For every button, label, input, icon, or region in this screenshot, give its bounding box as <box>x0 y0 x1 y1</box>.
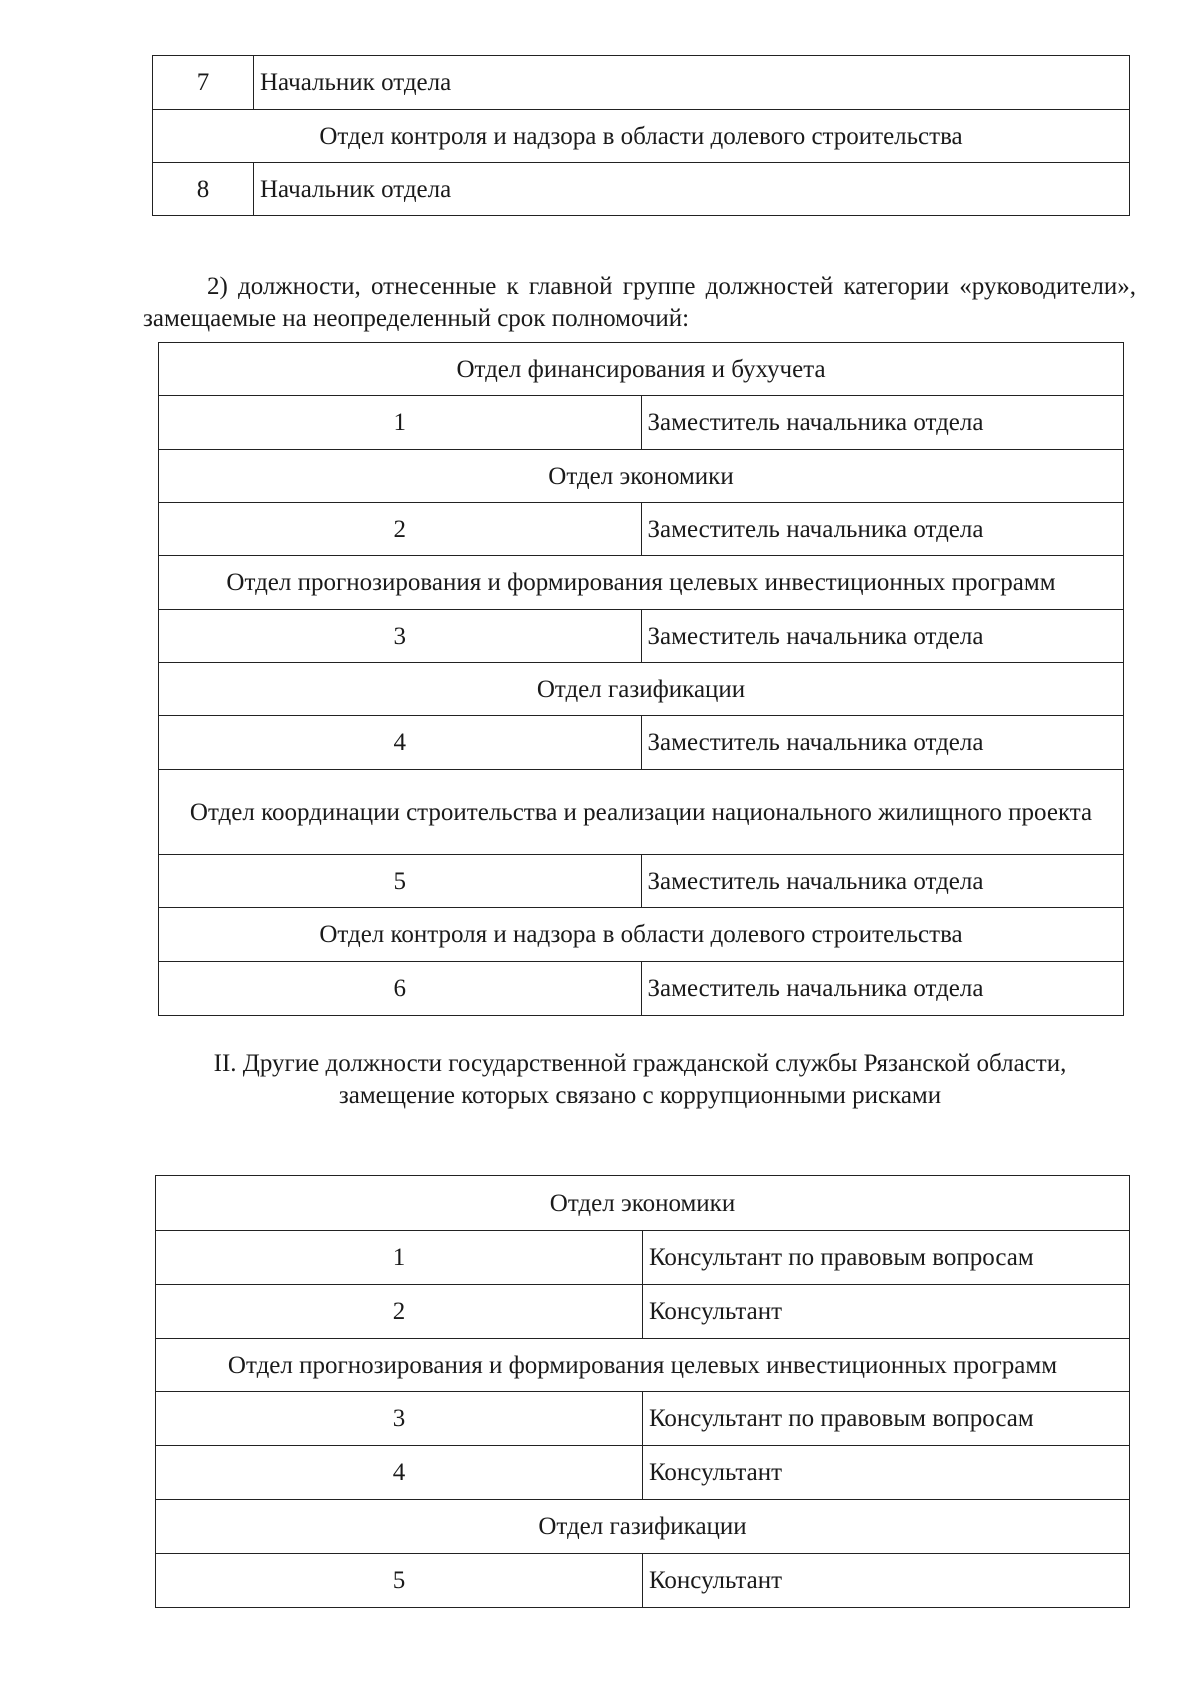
section-title <box>150 1048 1130 1112</box>
department-name: Отдел экономики <box>156 1176 1130 1231</box>
table-row <box>156 1285 1130 1339</box>
table-row <box>159 610 1124 663</box>
position-name: Заместитель начальника отдела <box>641 716 1124 770</box>
department-header-row <box>159 450 1124 503</box>
department-name: Отдел финансирования и бухучета <box>159 343 1124 396</box>
table-row <box>159 396 1124 450</box>
position-name: Заместитель начальника отдела <box>641 610 1124 663</box>
table-row <box>156 1392 1130 1446</box>
position-name: Заместитель начальника отдела <box>641 962 1124 1016</box>
table-row <box>156 1231 1130 1285</box>
section-title-line: замещение которых связано с коррупционными рисками <box>338 1082 942 1109</box>
row-number: 3 <box>159 610 642 663</box>
row-number: 3 <box>156 1392 643 1446</box>
department-header-row <box>156 1176 1130 1231</box>
positions-table-heads <box>152 55 1130 216</box>
position-name: Консультант по правовым вопросам <box>643 1392 1130 1446</box>
department-name: Отдел газификации <box>159 663 1124 716</box>
department-header-row <box>156 1500 1130 1554</box>
row-number: 7 <box>153 56 254 110</box>
position-name: Начальник отдела <box>254 56 1130 110</box>
table-row <box>159 503 1124 556</box>
position-name: Консультант по правовым вопросам <box>643 1231 1130 1285</box>
category-paragraph: 2) должности, отнесенные к главной группе должностей категории «руководители», замещаемые на неопределенный срок полномочий: <box>143 273 1136 332</box>
department-name: Отдел экономики <box>159 450 1124 503</box>
table-row <box>159 855 1124 908</box>
department-name: Отдел прогнозирования и формирования целевых инвестиционных программ <box>159 556 1124 610</box>
department-header-row <box>153 110 1130 163</box>
positions-table-deputies <box>158 342 1124 1016</box>
department-header-row <box>159 556 1124 610</box>
row-number: 2 <box>159 503 642 556</box>
table-row <box>156 1446 1130 1500</box>
department-header-row <box>156 1339 1130 1392</box>
row-number: 4 <box>156 1446 643 1500</box>
department-name: Отдел контроля и надзора в области долевого строительства <box>153 110 1130 163</box>
department-name: Отдел газификации <box>156 1500 1130 1554</box>
position-name: Консультант <box>643 1285 1130 1339</box>
row-number: 4 <box>159 716 642 770</box>
department-header-row <box>159 908 1124 962</box>
table-row <box>153 163 1130 216</box>
department-name: Отдел прогнозирования и формирования целевых инвестиционных программ <box>156 1339 1130 1392</box>
row-number: 5 <box>159 855 642 908</box>
row-number: 6 <box>159 962 642 1016</box>
row-number: 1 <box>159 396 642 450</box>
table-row <box>156 1554 1130 1608</box>
table-row <box>159 962 1124 1016</box>
table-row <box>159 716 1124 770</box>
row-number: 5 <box>156 1554 643 1608</box>
department-header-row <box>159 663 1124 716</box>
position-name: Заместитель начальника отдела <box>641 855 1124 908</box>
position-name: Консультант <box>643 1446 1130 1500</box>
positions-table-corruption-risk <box>155 1175 1130 1608</box>
position-name: Заместитель начальника отдела <box>641 503 1124 556</box>
row-number: 1 <box>156 1231 643 1285</box>
position-name: Заместитель начальника отдела <box>641 396 1124 450</box>
section-title-line: II. Другие должности государственной гражданской службы Рязанской области, <box>213 1050 1067 1077</box>
table-row <box>153 56 1130 110</box>
department-name: Отдел координации строительства и реализации национального жилищного проекта <box>159 770 1124 855</box>
position-name: Начальник отдела <box>254 163 1130 216</box>
department-header-row <box>159 770 1124 855</box>
position-name: Консультант <box>643 1554 1130 1608</box>
department-name: Отдел контроля и надзора в области долевого строительства <box>159 908 1124 962</box>
department-header-row <box>159 343 1124 396</box>
row-number: 2 <box>156 1285 643 1339</box>
row-number: 8 <box>153 163 254 216</box>
